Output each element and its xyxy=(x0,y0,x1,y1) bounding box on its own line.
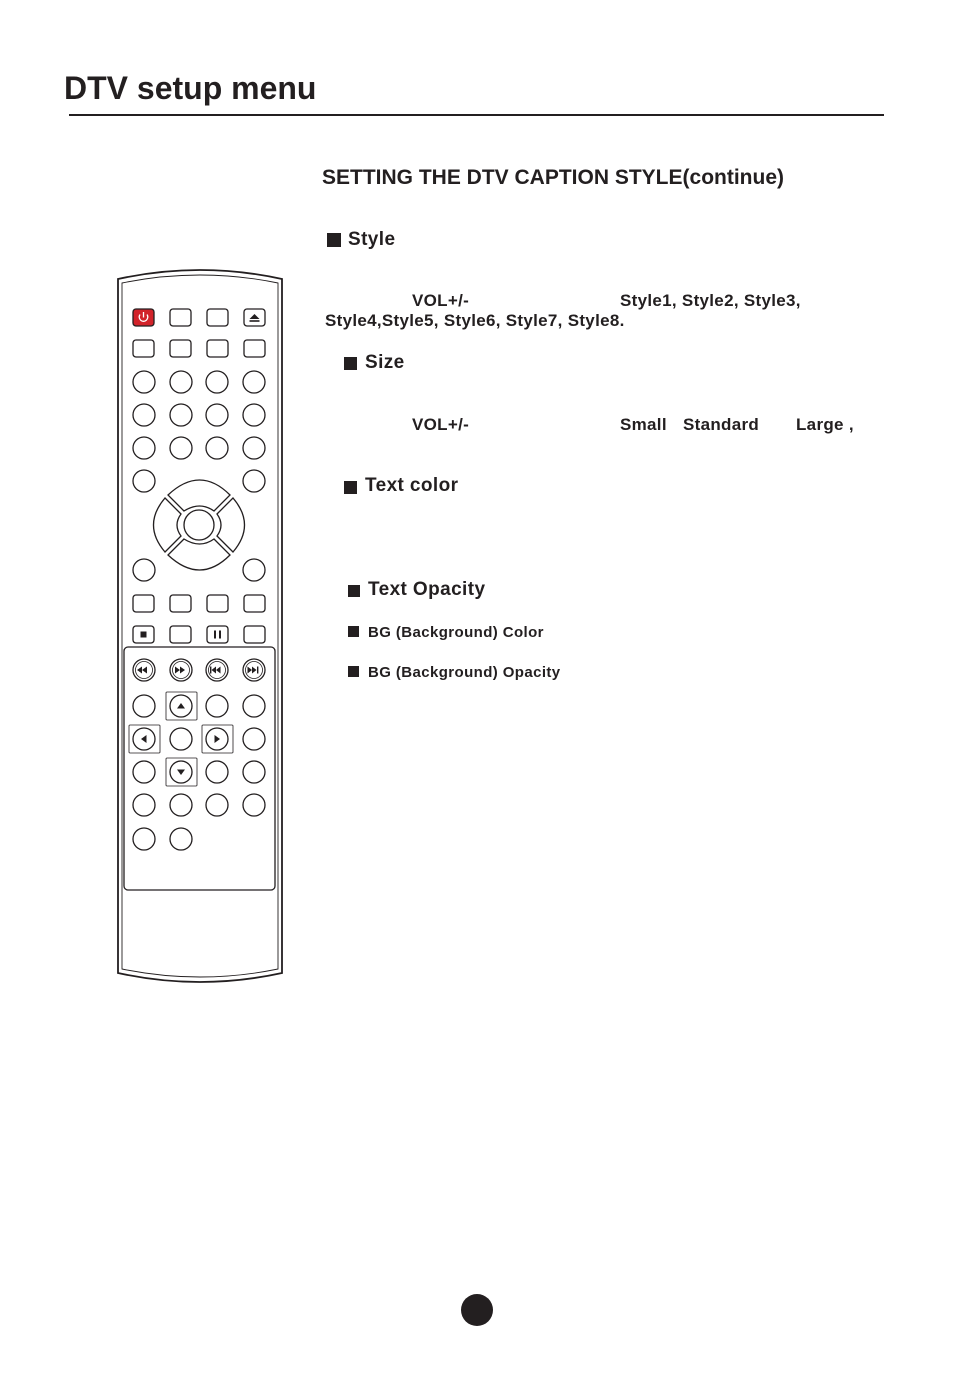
bg-color-label: BG (Background) Color xyxy=(368,624,544,641)
arrow-right-icon xyxy=(202,725,233,753)
pause-icon xyxy=(207,626,228,643)
size-option-large: Large , xyxy=(796,415,854,434)
text-opacity-label: Text Opacity xyxy=(368,579,486,600)
text-opacity-bullet-icon xyxy=(348,585,360,597)
size-bullet-icon xyxy=(344,357,357,370)
previous-icon xyxy=(206,659,228,681)
style-options-line2: Style4,Style5, Style6, Style7, Style8. xyxy=(325,311,625,330)
style-key: VOL+/- xyxy=(412,291,470,310)
arrow-up-icon xyxy=(166,692,197,720)
arrow-down-icon xyxy=(166,758,197,786)
size-option-small: Small xyxy=(620,415,667,434)
size-key: VOL+/- xyxy=(412,415,470,434)
stop-icon xyxy=(133,626,154,643)
eject-icon xyxy=(244,309,265,326)
size-label: Size xyxy=(365,352,405,373)
text-color-label: Text color xyxy=(365,475,459,496)
direction-pad xyxy=(154,480,245,570)
bg-color-bullet-icon xyxy=(348,626,359,637)
fast-forward-icon xyxy=(170,659,192,681)
style-options-line1: Style1, Style2, Style3, xyxy=(620,291,801,310)
text-color-bullet-icon xyxy=(344,481,357,494)
style-bullet-icon xyxy=(327,233,341,247)
arrow-left-icon xyxy=(129,725,160,753)
style-label: Style xyxy=(348,229,396,250)
size-option-standard: Standard xyxy=(683,415,760,434)
remote-control-illustration xyxy=(110,265,290,993)
next-icon xyxy=(243,659,265,681)
bg-opacity-bullet-icon xyxy=(348,666,359,677)
bg-opacity-label: BG (Background) Opacity xyxy=(368,664,561,681)
page-number-marker xyxy=(461,1294,493,1326)
section-heading: SETTING THE DTV CAPTION STYLE(continue) xyxy=(322,166,784,189)
title-divider xyxy=(69,114,884,116)
page-title: DTV setup menu xyxy=(64,70,317,106)
power-icon xyxy=(133,309,154,326)
rewind-icon xyxy=(133,659,155,681)
